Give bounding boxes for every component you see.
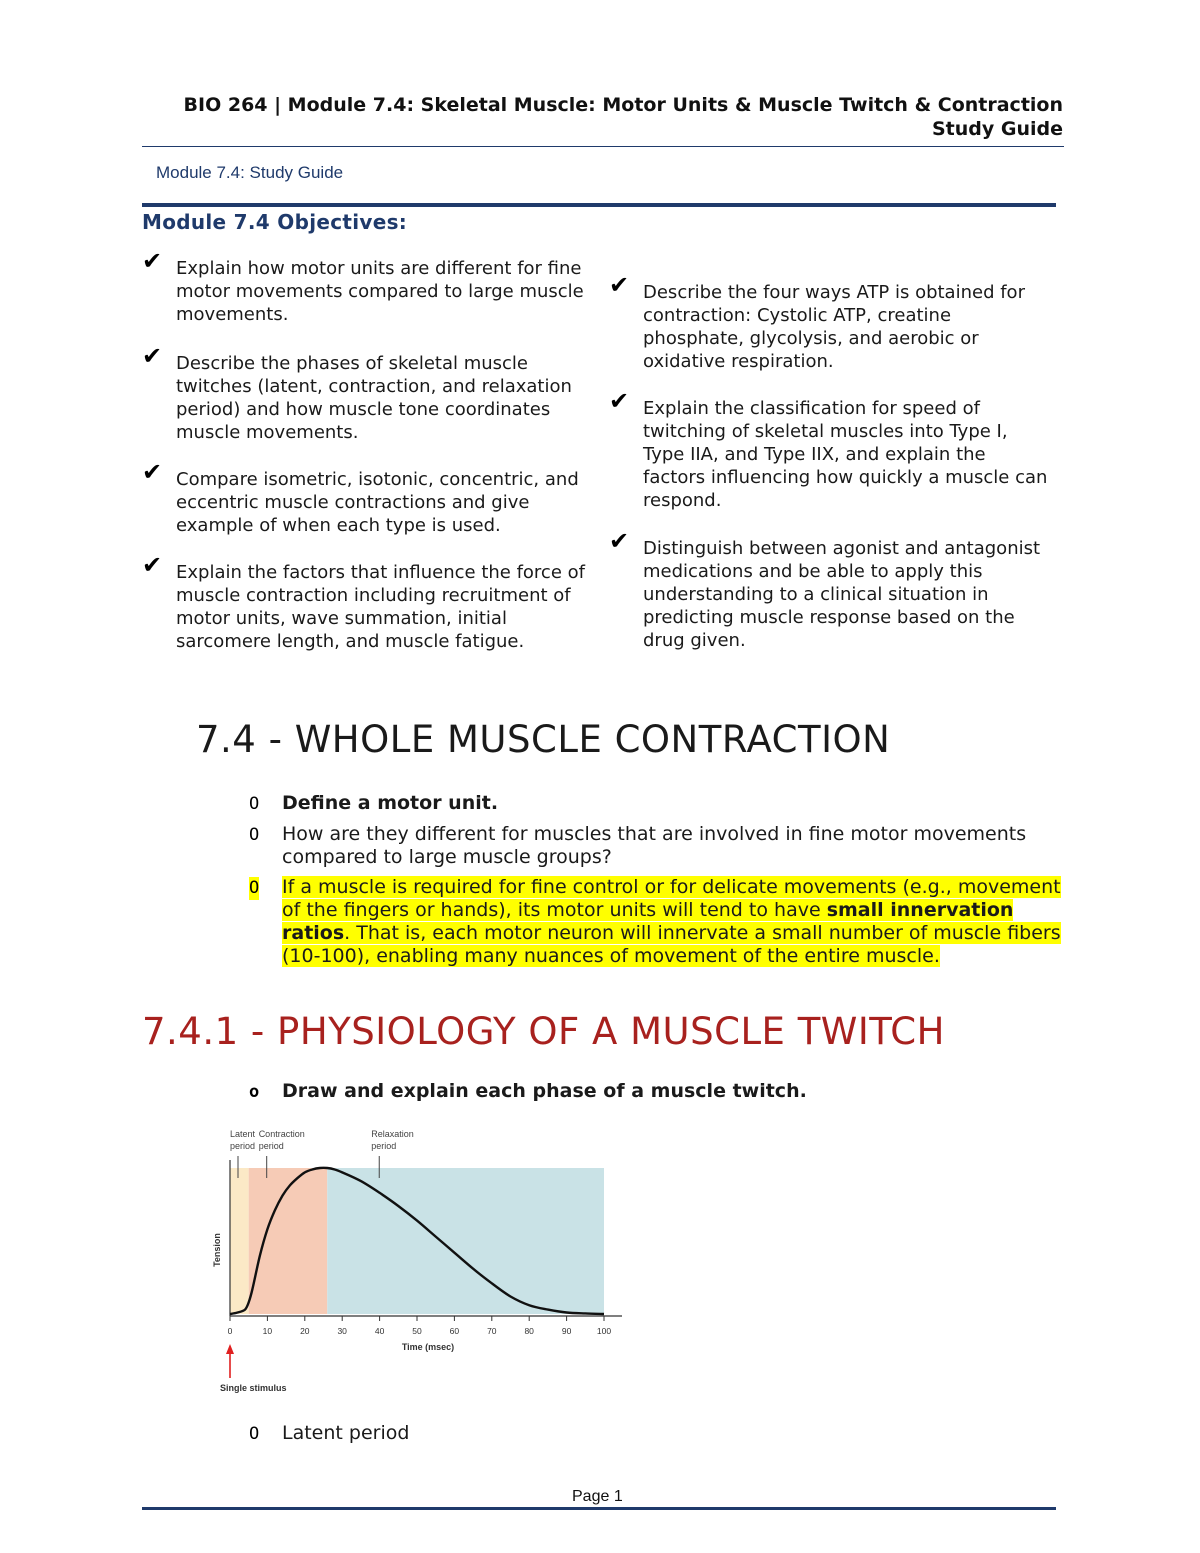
- section-heading-whole-muscle: 7.4 - WHOLE MUSCLE CONTRACTION: [196, 718, 891, 761]
- circle-bullet-icon: O: [249, 794, 260, 814]
- x-tick-label: 20: [300, 1326, 310, 1336]
- checkmark-icon: ✔: [609, 527, 630, 555]
- x-tick-label: 30: [337, 1326, 347, 1336]
- x-tick-label: 70: [487, 1326, 497, 1336]
- answer-innervation-ratio: [249, 876, 1062, 968]
- checkmark-icon: ✔: [142, 458, 163, 486]
- region-label-period: period: [230, 1141, 256, 1151]
- objective-text: Describe the four ways ATP is obtained for contraction: Cystolic ATP, creatine phosphate, glycolysis, and aerobic or oxidative respiration.: [643, 282, 1025, 372]
- checkmark-icon: ✔: [142, 247, 163, 275]
- circle-bullet-icon: o: [249, 1082, 260, 1102]
- x-tick-label: 100: [596, 1326, 612, 1336]
- question-text: Latent period: [282, 1422, 410, 1444]
- region-latent: [230, 1168, 249, 1314]
- x-tick-label: 40: [374, 1326, 385, 1336]
- question-latent-period: [249, 1422, 682, 1445]
- question-text: How are they different for muscles that are involved in fine motor movements compared to large muscle groups?: [282, 823, 1027, 868]
- region-label-contraction: Contraction: [258, 1129, 305, 1139]
- objective-left-1: [142, 247, 596, 326]
- objective-right-2: [609, 387, 1048, 512]
- question-text: Define a motor unit.: [282, 792, 499, 814]
- circle-bullet-icon: O: [249, 878, 260, 898]
- circle-bullet-icon: O: [249, 1424, 260, 1444]
- objectives-heading: Module 7.4 Objectives:: [142, 210, 408, 234]
- header-divider: [142, 146, 1064, 147]
- page-subtitle: Module 7.4: Study Guide: [156, 163, 344, 182]
- objective-right-3: [609, 527, 1043, 652]
- objective-right-1: [609, 271, 1048, 373]
- checkmark-icon: ✔: [609, 387, 630, 415]
- stimulus-arrow-icon: [226, 1344, 234, 1354]
- section-heading-muscle-twitch: 7.4.1 - PHYSIOLOGY OF A MUSCLE TWITCH: [142, 1010, 945, 1053]
- checkmark-icon: ✔: [609, 271, 630, 299]
- x-tick-label: 50: [412, 1326, 422, 1336]
- objective-text: Compare isometric, isotonic, concentric, and eccentric muscle contractions and give example of when each type is used.: [176, 469, 579, 536]
- objective-text: Explain the classification for speed of twitching of skeletal muscles into Type I, Type IIA, and Type IIX, and explain the factors influencing how quickly a muscle can respond.: [643, 398, 1048, 511]
- header-line-1: BIO 264 | Module 7.4: Skeletal Muscle: Motor Units & Muscle Twitch & Contraction: [183, 94, 1063, 116]
- x-tick-label: 0: [227, 1326, 233, 1336]
- objective-left-2: [142, 342, 586, 444]
- region-label-period: period: [258, 1141, 284, 1151]
- x-axis-label: Time (msec): [401, 1342, 455, 1352]
- muscle-twitch-chart: [200, 1120, 640, 1410]
- checkmark-icon: ✔: [142, 551, 163, 579]
- header-line-2: Study Guide: [931, 118, 1063, 140]
- subtitle-divider: [142, 203, 1056, 207]
- answer-text-part2: . That is, each motor neuron will innervate a small number of muscle fibers (10-100), enabling many nuances of movement of the entire muscle.: [282, 922, 1061, 967]
- answer-text-part1: If a muscle is required for fine control or for delicate movements (e.g., movement of the fingers or hands), its motor units will tend to have: [282, 876, 1061, 921]
- region-relaxation: [327, 1168, 604, 1314]
- region-label-relaxation: Relaxation: [371, 1129, 414, 1139]
- footer-divider: [142, 1507, 1056, 1510]
- region-contraction: [249, 1168, 328, 1314]
- objective-left-4: [142, 551, 588, 653]
- region-label-latent: Latent: [230, 1129, 256, 1139]
- stimulus-label: Single stimulus: [220, 1383, 287, 1393]
- objective-text: Explain the factors that influence the force of muscle contraction including recruitment of motor units, wave summation, initial sarcomere length, and muscle fatigue.: [176, 562, 585, 652]
- x-tick-label: 10: [262, 1326, 273, 1336]
- question-fine-vs-large: [249, 823, 1062, 869]
- document-header-title: [184, 93, 1063, 141]
- page-number: Page 1: [572, 1488, 623, 1505]
- objective-text: Explain how motor units are different for fine motor movements compared to large muscle movements.: [176, 258, 584, 325]
- x-tick-label: 90: [561, 1326, 572, 1336]
- question-text: Draw and explain each phase of a muscle twitch.: [282, 1080, 807, 1102]
- objective-left-3: [142, 458, 588, 537]
- x-tick-label: 60: [449, 1326, 460, 1336]
- circle-bullet-icon: O: [249, 825, 260, 845]
- answer-text-bold: small innervation ratios: [282, 899, 1014, 944]
- checkmark-icon: ✔: [142, 342, 163, 370]
- question-define-motor-unit: [249, 792, 1062, 815]
- region-label-period: period: [371, 1141, 397, 1151]
- objective-text: Describe the phases of skeletal muscle twitches (latent, contraction, and relaxation period) and how muscle tone coordinates muscle movements.: [176, 353, 572, 443]
- x-tick-label: 80: [524, 1326, 534, 1336]
- objective-text: Distinguish between agonist and antagonist medications and be able to apply this understanding to a clinical situation in predicting muscle response based on the drug given.: [643, 538, 1041, 651]
- question-draw-twitch: [249, 1080, 1062, 1103]
- y-axis-label: Tension: [212, 1233, 222, 1267]
